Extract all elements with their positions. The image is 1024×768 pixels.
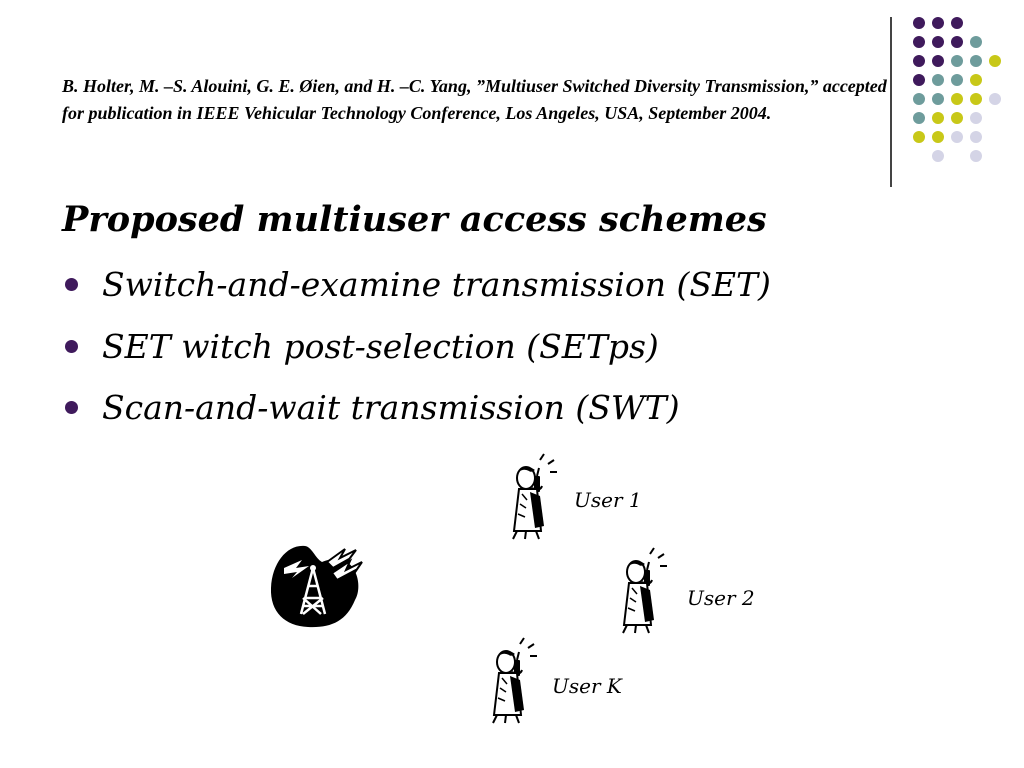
person-with-mobile-phone-icon xyxy=(623,548,667,633)
user-k-label: User K xyxy=(552,674,622,698)
citation-reference: B. Holter, M. –S. Alouini, G. E. Øien, and H. –C. Yang, ”Multiuser Switched Diversity Transmission,” accepted for publication in IEEE Vehicular Technology Conference, Los Angeles, USA, September 2004. xyxy=(62,76,887,123)
scheme-swt-label: Scan-and-wait transmission (SWT) xyxy=(102,388,680,427)
person-with-mobile-phone-icon xyxy=(493,638,537,723)
scheme-set-label: Switch-and-examine transmission (SET) xyxy=(102,265,771,304)
radio-tower-icon xyxy=(271,546,362,627)
scheme-setps-label: SET witch post-selection (SETps) xyxy=(102,326,659,366)
user-2-label: User 2 xyxy=(687,586,755,610)
person-with-mobile-phone-icon xyxy=(513,454,557,539)
user-1-label: User 1 xyxy=(574,488,642,512)
slide-heading: Proposed multiuser access schemes xyxy=(62,199,767,240)
